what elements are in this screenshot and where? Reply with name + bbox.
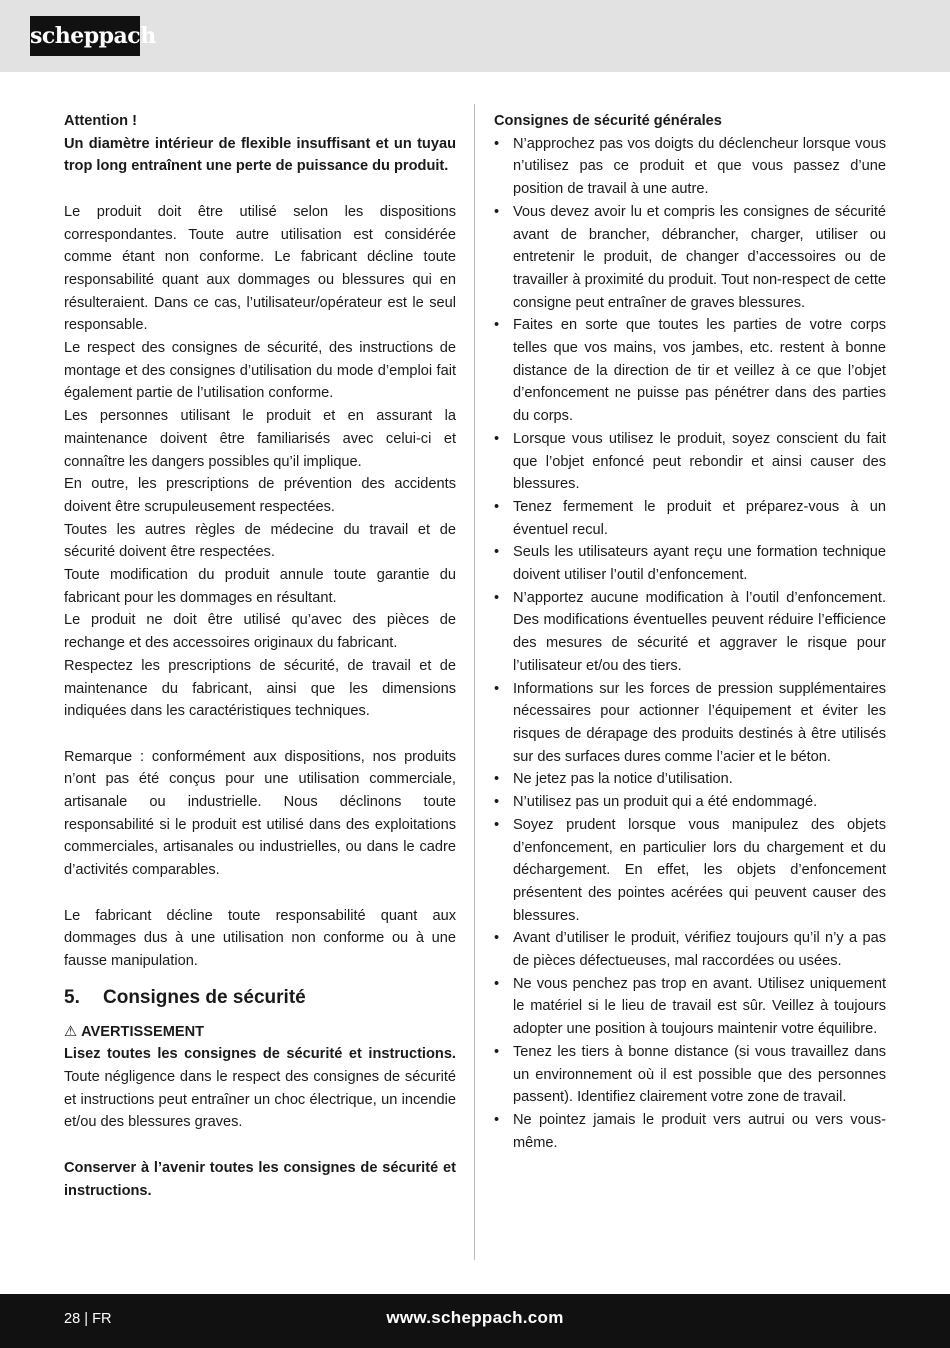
list-item-text: Informations sur les forces de pression supplémentaires nécessaires pour actionner l’équipement et éviter les risques de dérapage des produits destinés à être utilisés sur des surfaces dures comme l’acier et le béton. [513, 680, 886, 765]
list-item [494, 927, 886, 972]
keep-instructions: Conserver à l’avenir toutes les consignes de sécurité et instructions. [64, 1159, 456, 1199]
bullet-icon: • [494, 975, 500, 992]
list-item [494, 133, 886, 201]
list-item-text: Vous devez avoir lu et compris les consignes de sécurité avant de brancher, débrancher, charger, utiliser ou entretenir le produit, de changer d’accessoires ou de travailler à proximité du produit. Tout non-respect de cette consigne peut entraîner de graves blessures. [513, 203, 886, 311]
paragraph-original-parts: Le produit ne doit être utilisé qu’avec des pièces de rechange et des accessoires originaux du fabricant. [64, 612, 456, 652]
list-item-text: Ne vous penchez pas trop en avant. Utilisez uniquement le matériel si le lieu de travail est sûr. Veillez à toujours adopter une position à toujours maintenir votre équilibre. [513, 975, 886, 1038]
list-item [494, 973, 886, 1041]
warning-text: Toute négligence dans le respect des consignes de sécurité et instructions peut entraîner un choc électrique, un incendie et/ou des blessures graves. [64, 1069, 456, 1131]
list-item-text: Seuls les utilisateurs ayant reçu une formation technique doivent utiliser l’outil d’enfoncement. [513, 544, 886, 584]
page-number: 28 | FR [64, 1311, 112, 1327]
warning-paragraph [64, 1043, 456, 1134]
list-item [494, 1041, 886, 1109]
section-title: Consignes de sécurité [103, 986, 306, 1008]
section-number: 5. [64, 986, 80, 1008]
paragraph-modification: Toute modification du produit annule toute garantie du fabricant pour les dommages en résultant. [64, 567, 456, 606]
bullet-icon: • [494, 203, 500, 220]
list-item-text: Faites en sorte que toutes les parties de votre corps telles que vos mains, vos jambes, etc. restent à bonne distance de la direction de tir et veillez à ce que l’objet d’enfoncement ne puisse pas pénétrer dans des parties du corps. [513, 317, 886, 425]
attention-title: Attention ! [64, 113, 137, 129]
bullet-icon: • [494, 1043, 500, 1060]
warning-triangle-icon: ⚠ [64, 1023, 78, 1040]
paragraph-users: Les personnes utilisant le produit et en assurant la maintenance doivent être familiarisés avec celui-ci et connaître les dangers possibles qu’il implique. [64, 408, 456, 470]
list-item [494, 814, 886, 928]
page-footer [0, 1294, 950, 1348]
list-item [494, 201, 886, 315]
list-item-text: N’utilisez pas un produit qui a été endommagé. [513, 794, 818, 811]
bullet-icon: • [494, 589, 500, 606]
bullet-icon: • [494, 794, 500, 811]
paragraph-accident-prevention: En outre, les prescriptions de prévention des accidents doivent être scrupuleusement respectées. [64, 476, 456, 515]
warning-heading [64, 1021, 456, 1044]
list-item-text: Avant d’utiliser le produit, vérifiez toujours qu’il n’y a pas de pièces défectueuses, mal raccordées ou usées. [513, 930, 886, 970]
scheppach-logo: scheppach [30, 16, 140, 56]
paragraph-occupational-rules: Toutes les autres règles de médecine du travail et de sécurité doivent être respectées. [64, 521, 456, 561]
safety-list [494, 133, 886, 1155]
paragraph-manufacturer-rules: Respectez les prescriptions de sécurité, de travail et de maintenance du fabricant, ainsi que les dimensions indiquées dans les caractéristiques techniques. [64, 657, 456, 720]
bullet-icon: • [494, 680, 500, 697]
website-link[interactable]: www.scheppach.com [386, 1308, 564, 1327]
bullet-icon: • [494, 544, 500, 561]
right-column [494, 110, 886, 1154]
list-item-text: Lorsque vous utilisez le produit, soyez conscient du fait que l’objet enfoncé peut rebondir et ainsi causer des blessures. [513, 430, 886, 493]
bullet-icon: • [494, 135, 500, 152]
bullet-icon: • [494, 816, 500, 833]
bullet-icon: • [494, 430, 500, 447]
column-divider [474, 104, 475, 1260]
list-item-text: Tenez les tiers à bonne distance (si vous travaillez dans un environnement où il est possible que des personnes passent). Identifiez clairement votre zone de travail. [513, 1043, 886, 1106]
list-item [494, 1109, 886, 1154]
list-item [494, 791, 886, 814]
list-item-text: Tenez fermement le produit et préparez-vous à un éventuel recul. [513, 498, 886, 538]
list-item [494, 678, 886, 769]
list-item-text: Ne pointez jamais le produit vers autrui ou vers vous-même. [513, 1111, 886, 1151]
paragraph-intended-use: Le produit doit être utilisé selon les dispositions correspondantes. Toute autre utilisation est considérée comme étant non conforme. Le fabricant décline toute responsabilité quant aux dommages ou blessures qui en résulteraient. Dans ce cas, l’utilisateur/opérateur est le seul responsable. [64, 203, 456, 334]
section-heading [64, 985, 456, 1011]
warning-label: AVERTISSEMENT [81, 1023, 205, 1040]
bullet-icon: • [494, 771, 500, 788]
general-safety-title: Consignes de sécurité générales [494, 113, 722, 129]
paragraph-compliance: Le respect des consignes de sécurité, des instructions de montage et des consignes d’utilisation du mode d’emploi fait également partie de l’utilisation conforme. [64, 340, 456, 402]
paragraph-remark: Remarque : conformément aux dispositions, nos produits n’ont pas été conçus pour une utilisation commerciale, artisanale ou industrielle. Nous déclinons toute responsabilité si le produit est utilisé dans des exploitations commerciales, artisanales ou industrielles, ou dans le cadre d’activités comparables. [64, 748, 456, 879]
list-item [494, 314, 886, 428]
list-item-text: Soyez prudent lorsque vous manipulez des objets d’enfoncement, en particulier lors du chargement et du déchargement. En effet, les objets d’enfoncement présentent des pointes acérées qui peuvent causer des blessures. [513, 816, 886, 924]
list-item [494, 428, 886, 496]
bullet-icon: • [494, 317, 500, 334]
paragraph-liability: Le fabricant décline toute responsabilité quant aux dommages dus à une utilisation non conforme ou à une fausse manipulation. [64, 907, 456, 969]
list-item [494, 587, 886, 678]
bullet-icon: • [494, 930, 500, 947]
list-item-text: N’apportez aucune modification à l’outil d’enfoncement. Des modifications éventuelles peuvent réduire l’efficience des mesures de sécurité et aggraver le risque pour l’utilisateur et/ou des tiers. [513, 589, 886, 674]
list-item [494, 768, 886, 791]
attention-body: Un diamètre intérieur de flexible insuffisant et un tuyau trop long entraînent une perte de puissance du produit. [64, 135, 456, 175]
left-column [64, 110, 456, 1202]
list-item-text: Ne jetez pas la notice d’utilisation. [513, 771, 733, 788]
list-item [494, 541, 886, 586]
list-item-text: N’approchez pas vos doigts du déclencheur lorsque vous n’utilisez pas ce produit et que vous passez d’une position de travail à une autre. [513, 135, 886, 198]
bullet-icon: • [494, 498, 500, 515]
list-item [494, 496, 886, 541]
bullet-icon: • [494, 1111, 500, 1128]
warning-bold-text: Lisez toutes les consignes de sécurité et instructions. [64, 1046, 456, 1063]
page-header [0, 0, 950, 72]
